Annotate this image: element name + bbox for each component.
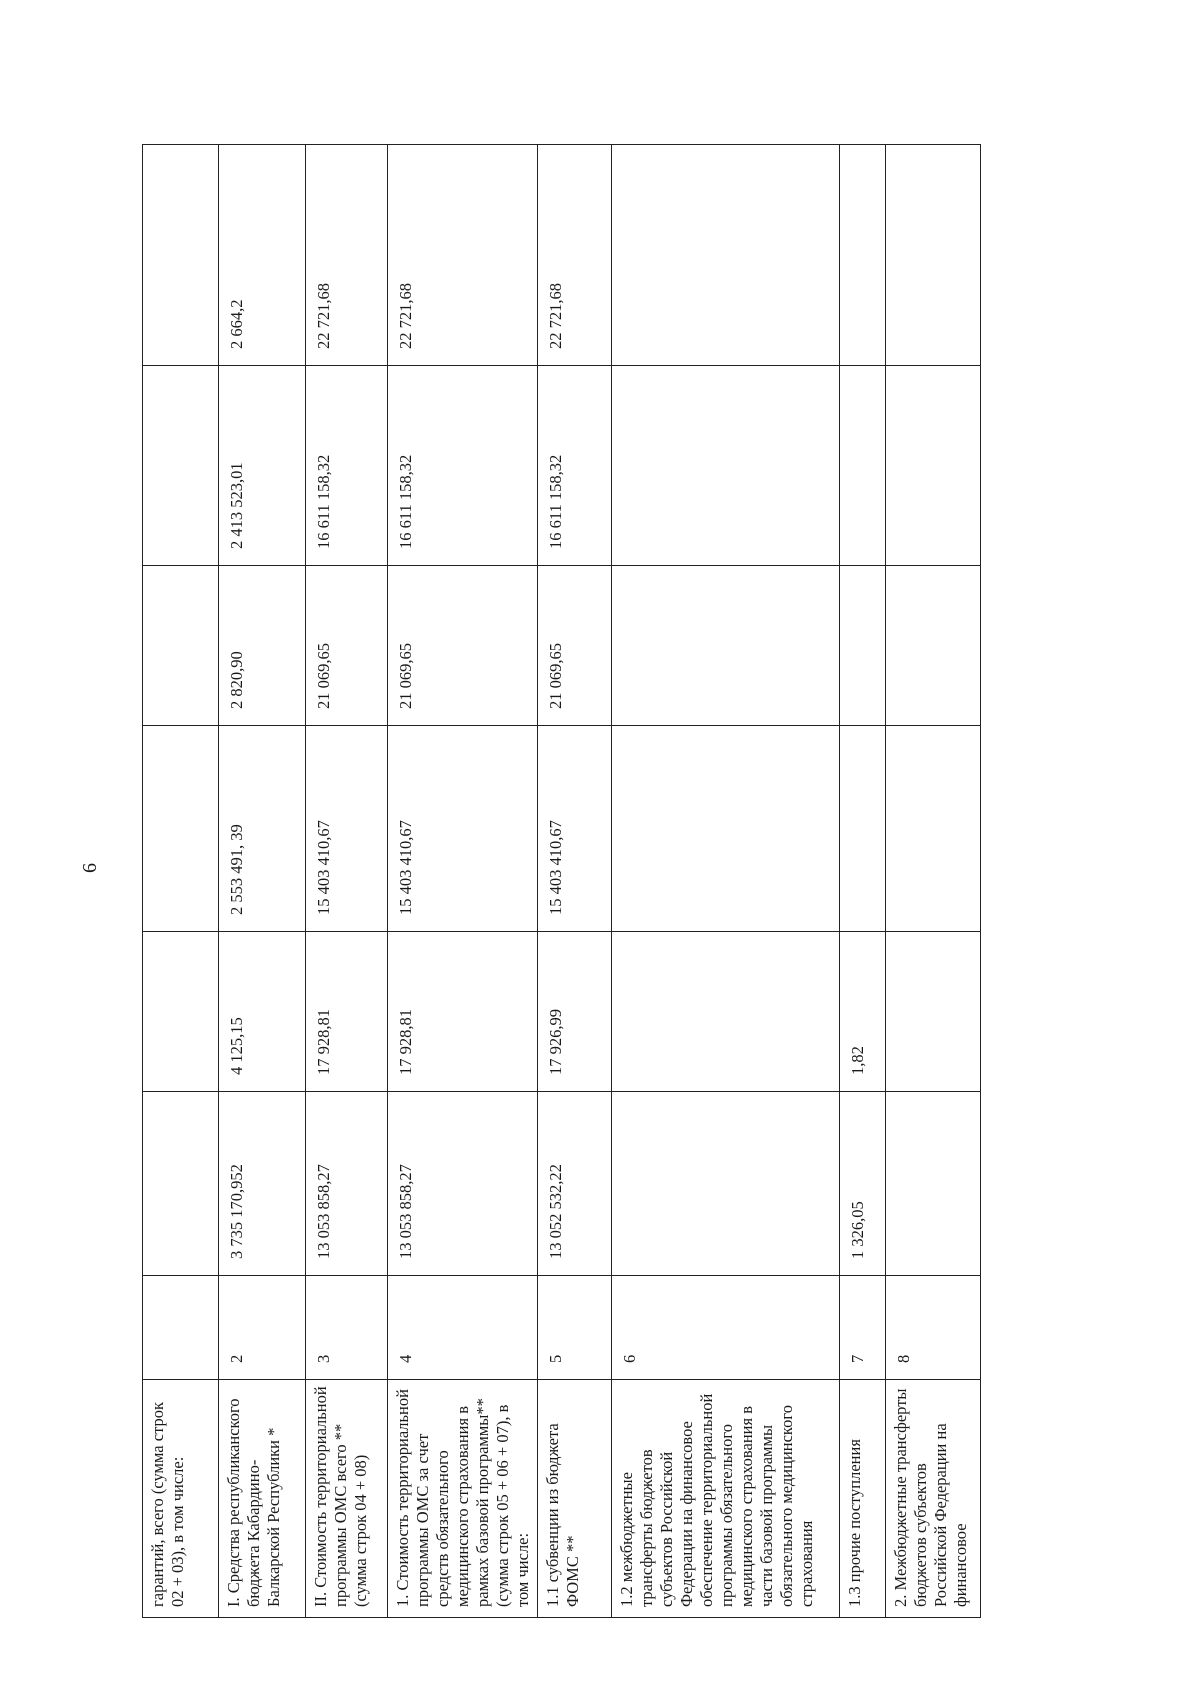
cell-value	[612, 932, 840, 1092]
table-row	[886, 145, 981, 1618]
cell-value	[840, 726, 886, 932]
cell-value: 21 069,65	[538, 566, 612, 726]
cell-value	[612, 566, 840, 726]
cell-value	[840, 145, 886, 366]
cell-value: 17 926,99	[538, 932, 612, 1092]
cell-value: 3 735 170,952	[219, 1092, 306, 1276]
table-row	[219, 145, 306, 1618]
row-number	[143, 1276, 219, 1380]
cell-value	[886, 145, 981, 366]
cell-value: 2 413 523,01	[219, 366, 306, 566]
cell-value: 2 664,2	[219, 145, 306, 366]
table-row	[840, 145, 886, 1618]
cell-value: 2 820,90	[219, 566, 306, 726]
cell-value	[143, 726, 219, 932]
cell-value	[612, 1092, 840, 1276]
cell-value: 15 403 410,67	[538, 726, 612, 932]
row-label: 1.2 межбюджетные трансферты бюджетов субъектов Российской Федерации на финансовое обеспечение территориальной программы обязательного медицинского страхования в части базовой программы обязательного медицинского страхования	[612, 1380, 840, 1618]
cell-value: 1 326,05	[840, 1092, 886, 1276]
cell-value: 22 721,68	[538, 145, 612, 366]
table-row	[388, 145, 538, 1618]
cell-value	[612, 366, 840, 566]
cell-value: 15 403 410,67	[388, 726, 538, 932]
cell-value	[886, 366, 981, 566]
row-label: гарантий, всего (сумма строк 02 + 03), в том числе:	[143, 1380, 219, 1618]
rotated-table-wrapper	[142, 144, 981, 1618]
table-row	[306, 145, 388, 1618]
cell-value	[840, 566, 886, 726]
cell-value: 2 553 491, 39	[219, 726, 306, 932]
cell-value: 17 928,81	[388, 932, 538, 1092]
cell-value	[886, 566, 981, 726]
cell-value: 17 928,81	[306, 932, 388, 1092]
cell-value: 13 052 532,22	[538, 1092, 612, 1276]
cell-value: 21 069,65	[306, 566, 388, 726]
cell-value	[612, 145, 840, 366]
row-label: II. Стоимость территориальной программы ОМС всего ** (сумма строк 04 + 08)	[306, 1380, 388, 1618]
cell-value	[886, 932, 981, 1092]
row-label: I. Средства республиканского бюджета Кабардино-Балкарской Республики *	[219, 1380, 306, 1618]
row-number: 5	[538, 1276, 612, 1380]
cell-value	[840, 366, 886, 566]
cell-value: 16 611 158,32	[306, 366, 388, 566]
cell-value	[143, 932, 219, 1092]
row-label: 1.3 прочие поступления	[840, 1380, 886, 1618]
cell-value	[886, 726, 981, 932]
cell-value: 16 611 158,32	[538, 366, 612, 566]
page-number: 6	[79, 863, 101, 873]
cell-value: 16 611 158,32	[388, 366, 538, 566]
cell-value	[143, 145, 219, 366]
cell-value	[886, 1092, 981, 1276]
row-number: 2	[219, 1276, 306, 1380]
row-label: 2. Межбюджетные трансферты бюджетов субъектов Российской Федерации на финансовое	[886, 1380, 981, 1618]
table-row	[143, 145, 219, 1618]
cell-value	[143, 1092, 219, 1276]
row-number: 4	[388, 1276, 538, 1380]
financing-table	[142, 144, 981, 1618]
cell-value: 13 053 858,27	[306, 1092, 388, 1276]
cell-value	[143, 566, 219, 726]
cell-value	[612, 726, 840, 932]
cell-value	[143, 366, 219, 566]
cell-value: 1,82	[840, 932, 886, 1092]
cell-value: 22 721,68	[388, 145, 538, 366]
row-label: 1.1 субвенции из бюджета ФОМС **	[538, 1380, 612, 1618]
row-number: 7	[840, 1276, 886, 1380]
table-row	[538, 145, 612, 1618]
cell-value: 4 125,15	[219, 932, 306, 1092]
cell-value: 22 721,68	[306, 145, 388, 366]
row-number: 3	[306, 1276, 388, 1380]
cell-value: 13 053 858,27	[388, 1092, 538, 1276]
row-number: 8	[886, 1276, 981, 1380]
row-label: 1. Стоимость территориальной программы ОМС за счет средств обязательного медицинского страхования в рамках базовой программы** (сумма строк 05 + 06 + 07), в том числе:	[388, 1380, 538, 1618]
cell-value: 21 069,65	[388, 566, 538, 726]
row-number: 6	[612, 1276, 840, 1380]
cell-value: 15 403 410,67	[306, 726, 388, 932]
table-row	[612, 145, 840, 1618]
